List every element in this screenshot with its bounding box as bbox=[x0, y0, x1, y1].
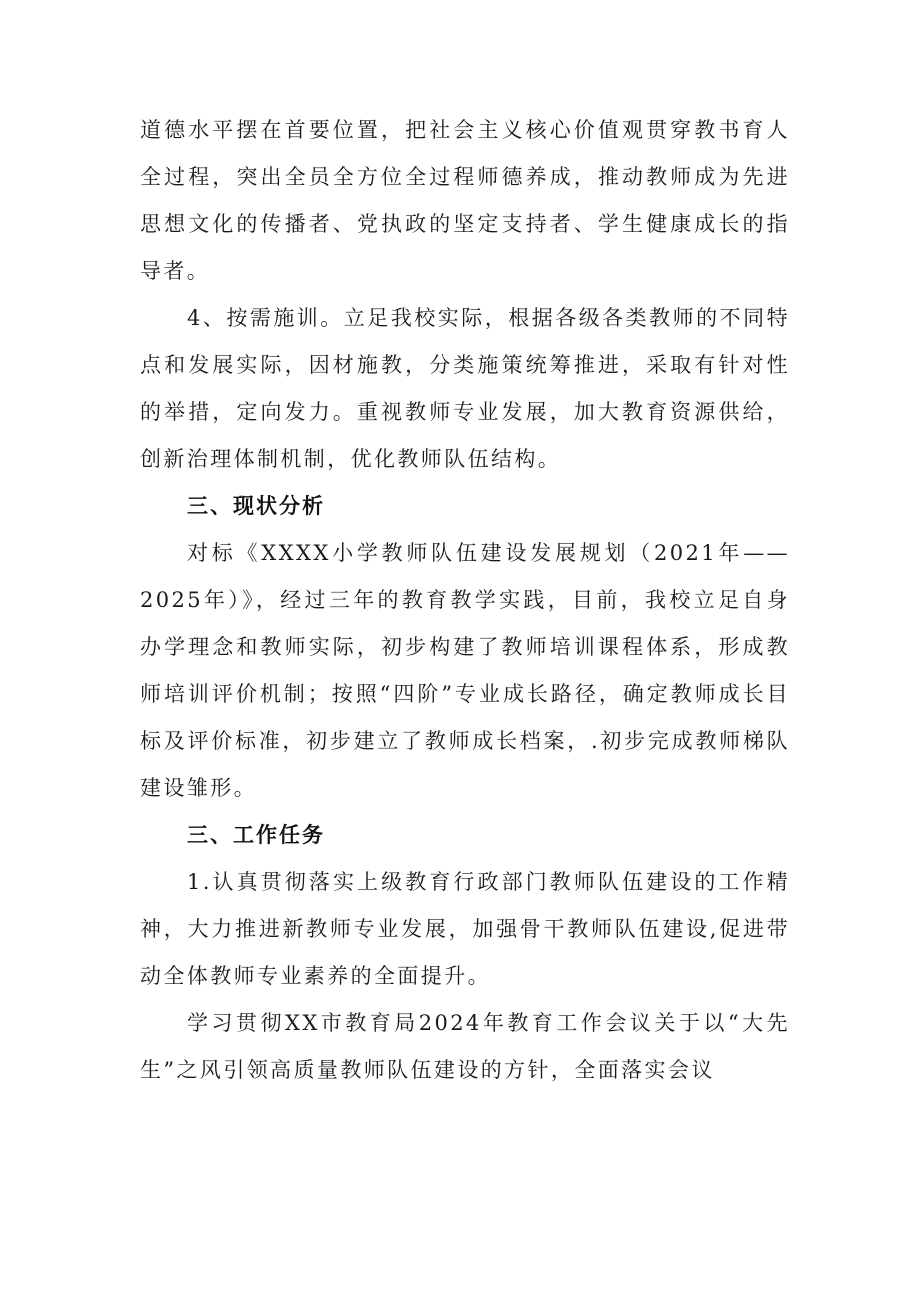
paragraph-current-analysis: 对标《XXXX小学教师队伍建设发展规划（2021年——2025年）》，经过三年的教育教学实践，目前，我校立足自身办学理念和教师实际，初步构建了教师培训课程体系，形成教师培训评价机制；按照“四阶”专业成长路径，确定教师成长目标及评价标准，初步建立了教师成长档案，.初步完成教师梯队建设雏形。 bbox=[140, 541, 790, 800]
heading-work-tasks: 三、工作任务 bbox=[187, 823, 325, 847]
paragraph-study-meeting: 学习贯彻XX市教育局2024年教育工作会议关于以“大先生”之风引领高质量教师队伍建设的方针，全面落实会议 bbox=[140, 1011, 790, 1082]
paragraph-task-1: 1.认真贯彻落实上级教育行政部门教师队伍建设的工作精神，大力推进新教师专业发展，加强骨干教师队伍建设,促进带动全体教师专业素养的全面提升。 bbox=[140, 870, 790, 988]
paragraph-training-on-demand: 4、按需施训。立足我校实际，根据各级各类教师的不同特点和发展实际，因材施教，分类施策统筹推进，采取有针对性的举措，定向发力。重视教师专业发展，加大教育资源供给，创新治理体制机制，优化教师队伍结构。 bbox=[140, 306, 790, 471]
paragraph-moral-standards: 道德水平摆在首要位置，把社会主义核心价值观贯穿教书育人全过程，突出全员全方位全过程师德养成，推动教师成为先进思想文化的传播者、党执政的坚定支持者、学生健康成长的指导者。 bbox=[140, 118, 790, 283]
heading-current-analysis: 三、现状分析 bbox=[187, 494, 325, 518]
document-body bbox=[140, 107, 790, 1094]
